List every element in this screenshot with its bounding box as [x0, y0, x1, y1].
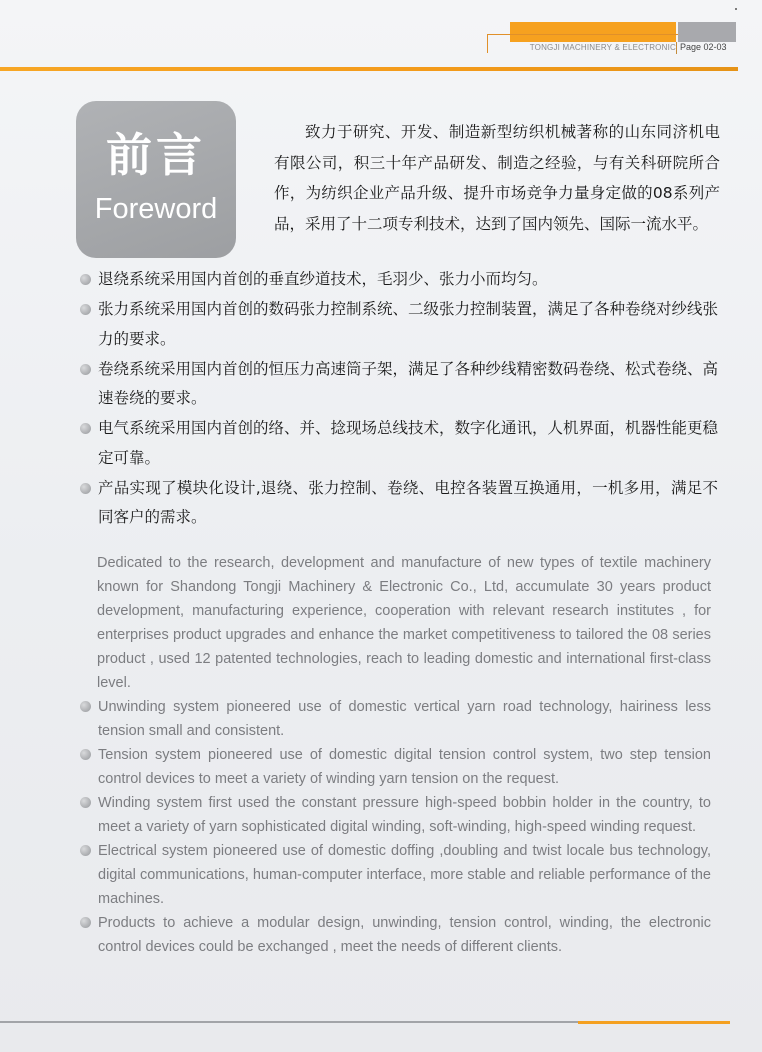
foreword-badge — [76, 101, 236, 258]
chinese-bullet-text: 退绕系统采用国内首创的垂直纱道技术，毛羽少、张力小而均匀。 — [98, 270, 548, 288]
bullet-icon — [80, 701, 91, 712]
english-bullet-item — [78, 743, 711, 791]
bullet-icon — [80, 917, 91, 928]
english-bullet-text: Electrical system pioneered use of domestic doffing ,doubling and twist locale bus technology, digital communications, human-computer interface, more stable and reliable performance of the machines. — [98, 843, 711, 907]
bullet-icon — [80, 364, 91, 375]
bullet-icon — [80, 845, 91, 856]
english-bullet-text: Winding system first used the constant pressure high-speed bobbin holder in the country, to meet a variety of yarn sophisticated digital winding, soft-winding, high-speed winding request. — [98, 795, 711, 835]
chinese-bullet-text: 卷绕系统采用国内首创的恒压力高速筒子架，满足了各种纱线精密数码卷绕、松式卷绕、高速卷绕的要求。 — [98, 359, 719, 407]
chinese-bullet-text: 张力系统采用国内首创的数码张力控制系统、二级张力控制装置，满足了各种卷绕对纱线张力的要求。 — [98, 300, 719, 348]
english-feature-list — [78, 695, 711, 959]
english-bullet-text: Products to achieve a modular design, unwinding, tension control, winding, the electronic control devices could be exchanged , meet the needs of different clients. — [98, 915, 711, 955]
bullet-icon — [80, 483, 91, 494]
header-dot — [735, 8, 737, 10]
header-separator — [676, 42, 677, 54]
english-bullet-item — [78, 839, 711, 911]
header-gray-tab — [678, 22, 736, 42]
bullet-icon — [80, 423, 91, 434]
header-rule — [0, 67, 738, 71]
foreword-title-cn: 前言 — [106, 128, 206, 182]
bullet-icon — [80, 274, 91, 285]
chinese-bullet-item — [78, 265, 718, 295]
bullet-icon — [80, 304, 91, 315]
english-bullet-text: Unwinding system pioneered use of domestic vertical yarn road technology, hairiness less tension small and consistent. — [98, 699, 711, 739]
chinese-bullet-item — [78, 414, 718, 473]
bullet-icon — [80, 749, 91, 760]
english-bullet-text: Tension system pioneered use of domestic digital tension control system, two step tension control devices to meet a variety of winding yarn tension on the request. — [98, 747, 711, 787]
chinese-feature-list — [78, 265, 718, 533]
chinese-bullet-text: 产品实现了模块化设计,退绕、张力控制、卷绕、电控各装置互换通用，一机多用，满足不同客户的需求。 — [98, 478, 718, 526]
english-bullet-item — [78, 791, 711, 839]
chinese-bullet-item — [78, 474, 718, 533]
foreword-title-en: Foreword — [94, 193, 218, 225]
chinese-bullet-text: 电气系统采用国内首创的络、并、捻现场总线技术，数字化通讯，人机界面，机器性能更稳定可靠。 — [98, 419, 719, 467]
english-bullet-item — [78, 911, 711, 959]
chinese-bullet-item — [78, 295, 718, 354]
footer-orange-accent — [578, 1021, 730, 1024]
page-number: Page 02-03 — [680, 42, 727, 52]
chinese-intro-paragraph: 致力于研究、开发、制造新型纺织机械著称的山东同济机电有限公司，积三十年产品研发、制造之经验，与有关科研院所合作，为纺织企业产品升级、提升市场竞争力量身定做的08系列产品，采用了十二项专利技术，达到了国内领先、国际一流水平。 — [274, 123, 720, 233]
english-intro-paragraph: Dedicated to the research, development and manufacture of new types of textile machinery known for Shandong Tongji Machinery & Electronic Co., Ltd, accumulate 30 years product development, manufacturing experience, cooperation with relevant research institutes , for enterprises product upgrades and enhance the market competitiveness to tailored the 08 series product , used 12 patented technologies, reach to leading domestic and international first-class level. — [97, 555, 711, 691]
english-bullet-item — [78, 695, 711, 743]
header-company-name: TONGJI MACHINERY & ELECTRONIC — [529, 43, 676, 52]
bullet-icon — [80, 797, 91, 808]
chinese-bullet-item — [78, 355, 718, 414]
